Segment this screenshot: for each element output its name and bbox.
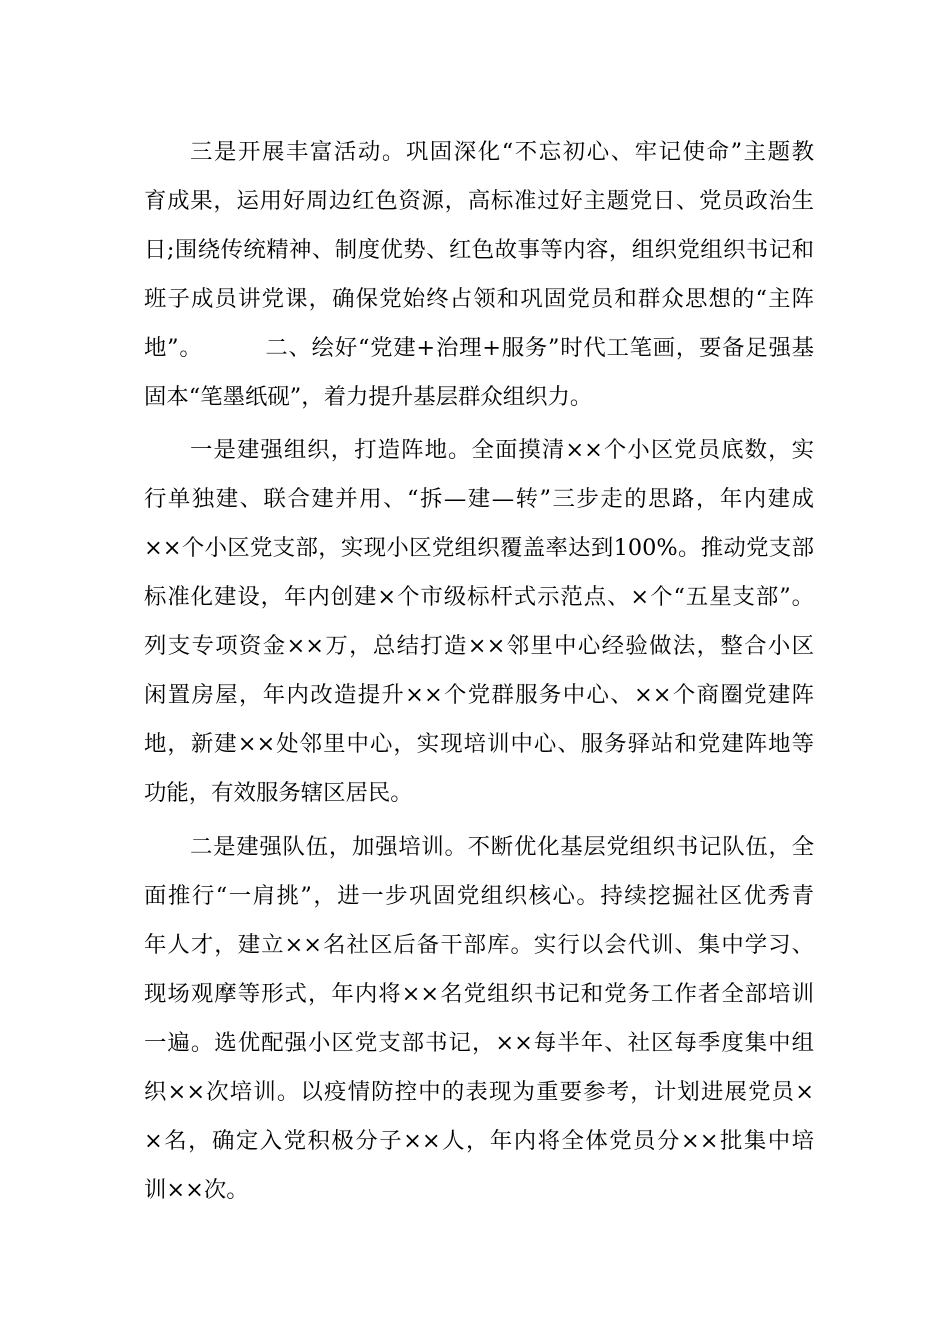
paragraph-line: 三是开展丰富活动。巩固深化“不忘初心、牢记使命”主题教 xyxy=(190,139,814,165)
paragraph-line: 行单独建、联合建并用、“拆—建—转”三步走的思路，年内建成 xyxy=(144,486,814,512)
paragraph-line: 地”。 二、绘好“党建+治理+服务”时代工笔画，要备足强基 xyxy=(144,335,814,361)
paragraph-line: 育成果，运用好周边红色资源，高标准过好主题党日、党员政治生 xyxy=(144,188,814,214)
paragraph-line: 织××次培训。以疫情防控中的表现为重要参考，计划进展党员× xyxy=(144,1079,814,1105)
paragraph-line: 功能，有效服务辖区居民。 xyxy=(144,780,413,806)
paragraph-line: 班子成员讲党课，确保党始终占领和巩固党员和群众思想的“主阵 xyxy=(144,286,814,312)
paragraph-line: 日;围绕传统精神、制度优势、红色故事等内容，组织党组织书记和 xyxy=(144,237,814,263)
paragraph-line: 训××次。 xyxy=(144,1177,249,1203)
paragraph-line: 二是建强队伍，加强培训。不断优化基层党组织书记队伍，全 xyxy=(190,834,814,860)
paragraph-line: 标准化建设，年内创建×个市级标杆式示范点、×个“五星支部”。 xyxy=(144,584,814,610)
paragraph-line: 年人才，建立××名社区后备干部库。实行以会代训、集中学习、 xyxy=(144,932,814,958)
paragraph-line: 面推行“一肩挑”，进一步巩固党组织核心。持续挖掘社区优秀青 xyxy=(144,883,814,909)
paragraph-line: 固本“笔墨纸砚”，着力提升基层群众组织力。 xyxy=(144,384,593,410)
paragraph-line: 闲置房屋，年内改造提升××个党群服务中心、××个商圈党建阵 xyxy=(144,682,814,708)
paragraph-line: ××个小区党支部，实现小区党组织覆盖率达到100%。推动党支部 xyxy=(144,535,814,561)
paragraph-line: ×名，确定入党积极分子××人，年内将全体党员分××批集中培 xyxy=(144,1128,814,1154)
paragraph-line: 一是建强组织，打造阵地。全面摸清××个小区党员底数，实 xyxy=(190,437,814,463)
paragraph-line: 现场观摩等形式，年内将××名党组织书记和党务工作者全部培训 xyxy=(144,981,814,1007)
paragraph-line: 地，新建××处邻里中心，实现培训中心、服务驿站和党建阵地等 xyxy=(144,731,814,757)
paragraph-line: 列支专项资金××万，总结打造××邻里中心经验做法，整合小区 xyxy=(144,633,814,659)
paragraph-line: 一遍。选优配强小区党支部书记，××每半年、社区每季度集中组 xyxy=(144,1030,814,1056)
